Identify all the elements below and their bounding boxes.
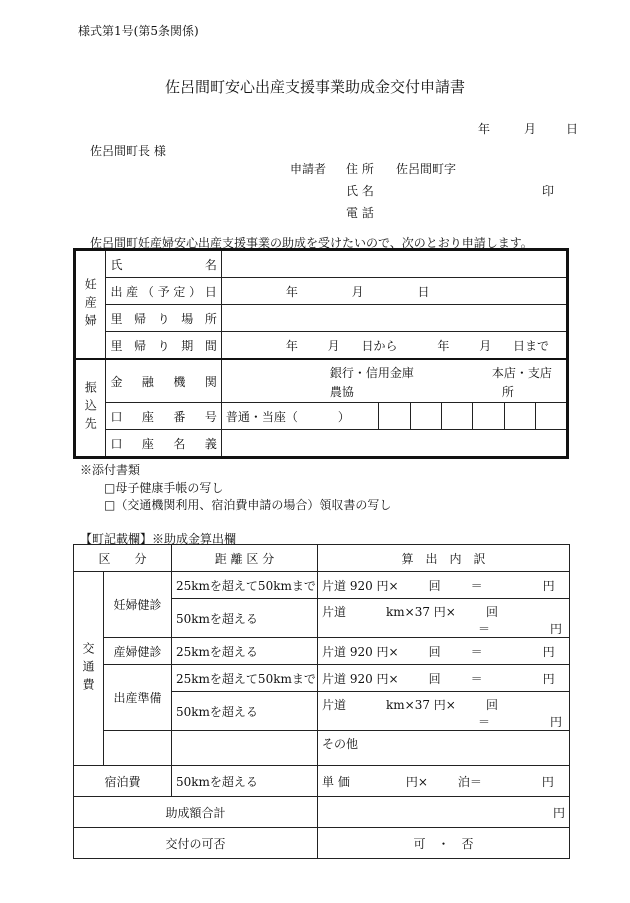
postnatal-label: 産婦健診 xyxy=(104,638,172,665)
account-digit[interactable] xyxy=(379,403,410,430)
distance-25-50: 25kmを超えて50kmまで xyxy=(172,665,318,692)
account-name-input[interactable] xyxy=(221,430,567,458)
date-year: 年 xyxy=(478,122,491,136)
transport-label: 交通費 xyxy=(74,572,104,766)
header-distance: 距 離 区 分 xyxy=(172,545,318,572)
address-field[interactable]: 佐呂間町字 xyxy=(396,162,457,176)
name-row-label: 氏 名 xyxy=(106,250,221,278)
calc-fixed-row[interactable]: 片道 920 円× 回 ＝ 円 xyxy=(318,572,570,599)
account-digit[interactable] xyxy=(410,403,441,430)
transfer-group-label: 振込先 xyxy=(75,359,106,458)
return-place-label: 里帰り場所 xyxy=(106,305,221,332)
office-heading: 【町記載欄】※助成金算出欄 xyxy=(80,532,237,546)
bank-label: 金融機関 xyxy=(106,359,221,403)
checkup-label: 妊婦健診 xyxy=(104,572,172,638)
account-digit[interactable] xyxy=(504,403,535,430)
form-number: 様式第1号(第5条関係) xyxy=(78,24,199,38)
account-digit[interactable] xyxy=(473,403,504,430)
total-label: 助成額合計 xyxy=(74,797,318,828)
application-table xyxy=(73,248,569,459)
lodging-label: 宿泊費 xyxy=(74,766,172,797)
distance-over-50: 50kmを超える xyxy=(172,599,318,638)
lodging-distance: 50kmを超える xyxy=(172,766,318,797)
other-distance-cell xyxy=(172,731,318,766)
approval-value[interactable]: 可 ・ 否 xyxy=(318,828,570,859)
phone-label: 電 話 xyxy=(346,206,374,220)
header-calc: 算 出 内 訳 xyxy=(318,545,570,572)
attachment-item: □母子健康手帳の写し xyxy=(104,481,224,495)
calc-fixed-row[interactable]: 片道 920 円× 回 ＝ 円 xyxy=(318,638,570,665)
page-title: 佐呂間町安心出産支援事業助成金交付申請書 xyxy=(164,78,465,96)
lodging-calc[interactable]: 単 価 円× 泊＝ 円 xyxy=(318,766,570,797)
other-empty-cell xyxy=(104,731,172,766)
intro-text: 佐呂間町妊産婦安心出産支援事業の助成を受けたいので、次のとおり申請します。 xyxy=(90,236,533,250)
calc-km-row[interactable]: 片道 km×37 円× 回 ＝ 円 xyxy=(318,599,570,638)
distance-25-50: 25kmを超えて50kmまで xyxy=(172,572,318,599)
seal-mark: 印 xyxy=(542,184,555,198)
calc-fixed-row[interactable]: 片道 920 円× 回 ＝ 円 xyxy=(318,665,570,692)
applicant-label: 申請者 xyxy=(290,162,327,176)
other-calc[interactable]: その他 xyxy=(318,731,570,766)
account-type-input[interactable]: 普通・当座（ ） xyxy=(221,403,378,430)
return-place-input[interactable] xyxy=(221,305,567,332)
date-month: 月 xyxy=(524,122,537,136)
pregnant-group-label: 妊産婦 xyxy=(75,250,106,360)
account-digit[interactable] xyxy=(536,403,568,430)
birth-prep-label: 出産準備 xyxy=(104,665,172,731)
header-category: 区 分 xyxy=(74,545,172,572)
total-amount[interactable]: 円 xyxy=(318,797,570,828)
name-label: 氏 名 xyxy=(346,184,374,198)
date-day: 日 xyxy=(566,122,579,136)
bank-input[interactable]: 銀行・信用金庫 農協 本店・支店 所 xyxy=(221,359,567,403)
approval-label: 交付の可否 xyxy=(74,828,318,859)
calc-table xyxy=(73,544,570,859)
return-period-label: 里帰り期間 xyxy=(106,332,221,360)
account-no-label: 口座番号 xyxy=(106,403,221,430)
due-date-label: 出産（予定）日 xyxy=(106,278,221,305)
address-label: 住 所 xyxy=(346,162,374,176)
calc-km-row[interactable]: 片道 km×37 円× 回 ＝ 円 xyxy=(318,692,570,731)
account-name-label: 口座名義 xyxy=(106,430,221,458)
distance-over-50: 50kmを超える xyxy=(172,692,318,731)
attachment-item: □（交通機関利用、宿泊費申請の場合）領収書の写し xyxy=(104,498,392,512)
return-period-input[interactable]: 年 月 日から 年 月 日まで xyxy=(221,332,567,360)
name-input[interactable] xyxy=(221,250,567,278)
account-digit[interactable] xyxy=(442,403,473,430)
addressee: 佐呂間町長 様 xyxy=(90,144,166,158)
distance-over-25: 25kmを超える xyxy=(172,638,318,665)
due-date-input[interactable]: 年 月 日 xyxy=(221,278,567,305)
attachments-heading: ※添付書類 xyxy=(80,463,141,477)
